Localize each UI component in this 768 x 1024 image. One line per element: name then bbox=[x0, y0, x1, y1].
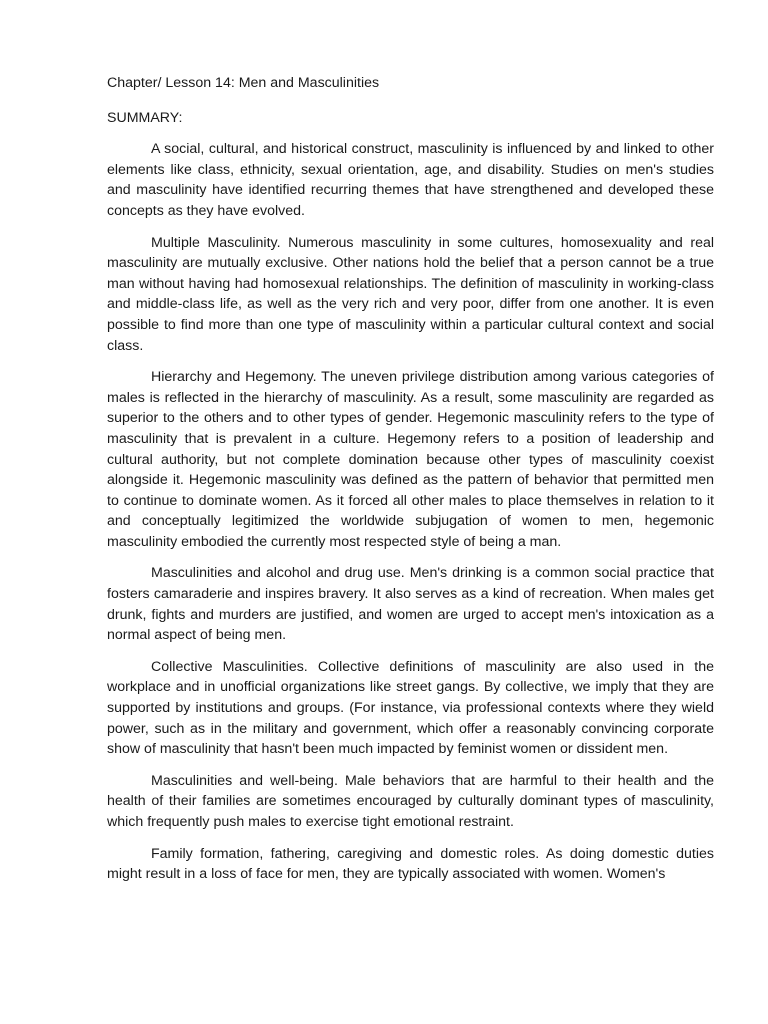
paragraph-family-formation: Family formation, fathering, caregiving and domestic roles. As doing domestic duties might result in a loss of face for men, they are typically associated with women. Women's bbox=[107, 845, 714, 883]
paragraph-hierarchy-hegemony: Hierarchy and Hegemony. The uneven privilege distribution among various categories of males is reflected in the hierarchy of masculinity. As a result, some masculinity are regarded as superior to the others and to other types of gender. Hegemonic masculinity refers to the type of masculinity that is prevalent in a culture. Hegemony refers to a position of leadership and cultural authority, but not complete domination because other types of masculinity coexist alongside it. Hegemonic masculinity was defined as the pattern of behavior that permitted men to continue to dominate women. As it forced all other males to place themselves in relation to it and conceptually legitimized the worldwide subjugation of women to men, hegemonic masculinity embodied the currently most respected style of being a man. bbox=[107, 369, 714, 550]
paragraph-well-being: Masculinities and well-being. Male behaviors that are harmful to their health and the health of their families are sometimes encouraged by culturally dominant types of masculinity, which frequently push males to exercise tight emotional restraint. bbox=[107, 772, 714, 830]
document-body bbox=[107, 73, 714, 896]
chapter-title: Chapter/ Lesson 14: Men and Masculinities bbox=[107, 75, 380, 91]
paragraph-alcohol-drug-use: Masculinities and alcohol and drug use. Men's drinking is a common social practice that fosters camaraderie and inspires bravery. It also serves as a kind of recreation. When males get drunk, fights and murders are justified, and women are urged to accept men's intoxication as a normal aspect of being men. bbox=[107, 565, 714, 644]
paragraph-multiple-masculinity: Multiple Masculinity. Numerous masculinity in some cultures, homosexuality and real masculinity are mutually exclusive. Other nations hold the belief that a person cannot be a true man without having had homosexual relationships. The definition of masculinity in working-class and middle-class life, as well as the very rich and very poor, differ from one another. It is even possible to find more than one type of masculinity within a particular cultural context and social class. bbox=[107, 234, 714, 354]
paragraph-collective-masculinities: Collective Masculinities. Collective definitions of masculinity are also used in the workplace and in unofficial organizations like street gangs. By collective, we imply that they are supported by institutions and groups. (For instance, via professional contexts where they wield power, such as in the military and government, which offer a reasonably convincing corporate show of masculinity that hasn't been much impacted by feminist women or dissident men. bbox=[107, 658, 714, 758]
paragraph-intro: A social, cultural, and historical construct, masculinity is influenced by and linked to other elements like class, ethnicity, sexual orientation, age, and disability. Studies on men's studies and masculinity have identified recurring themes that have strengthened and developed these concepts as they have evolved. bbox=[107, 141, 714, 219]
summary-label: SUMMARY: bbox=[107, 109, 183, 126]
